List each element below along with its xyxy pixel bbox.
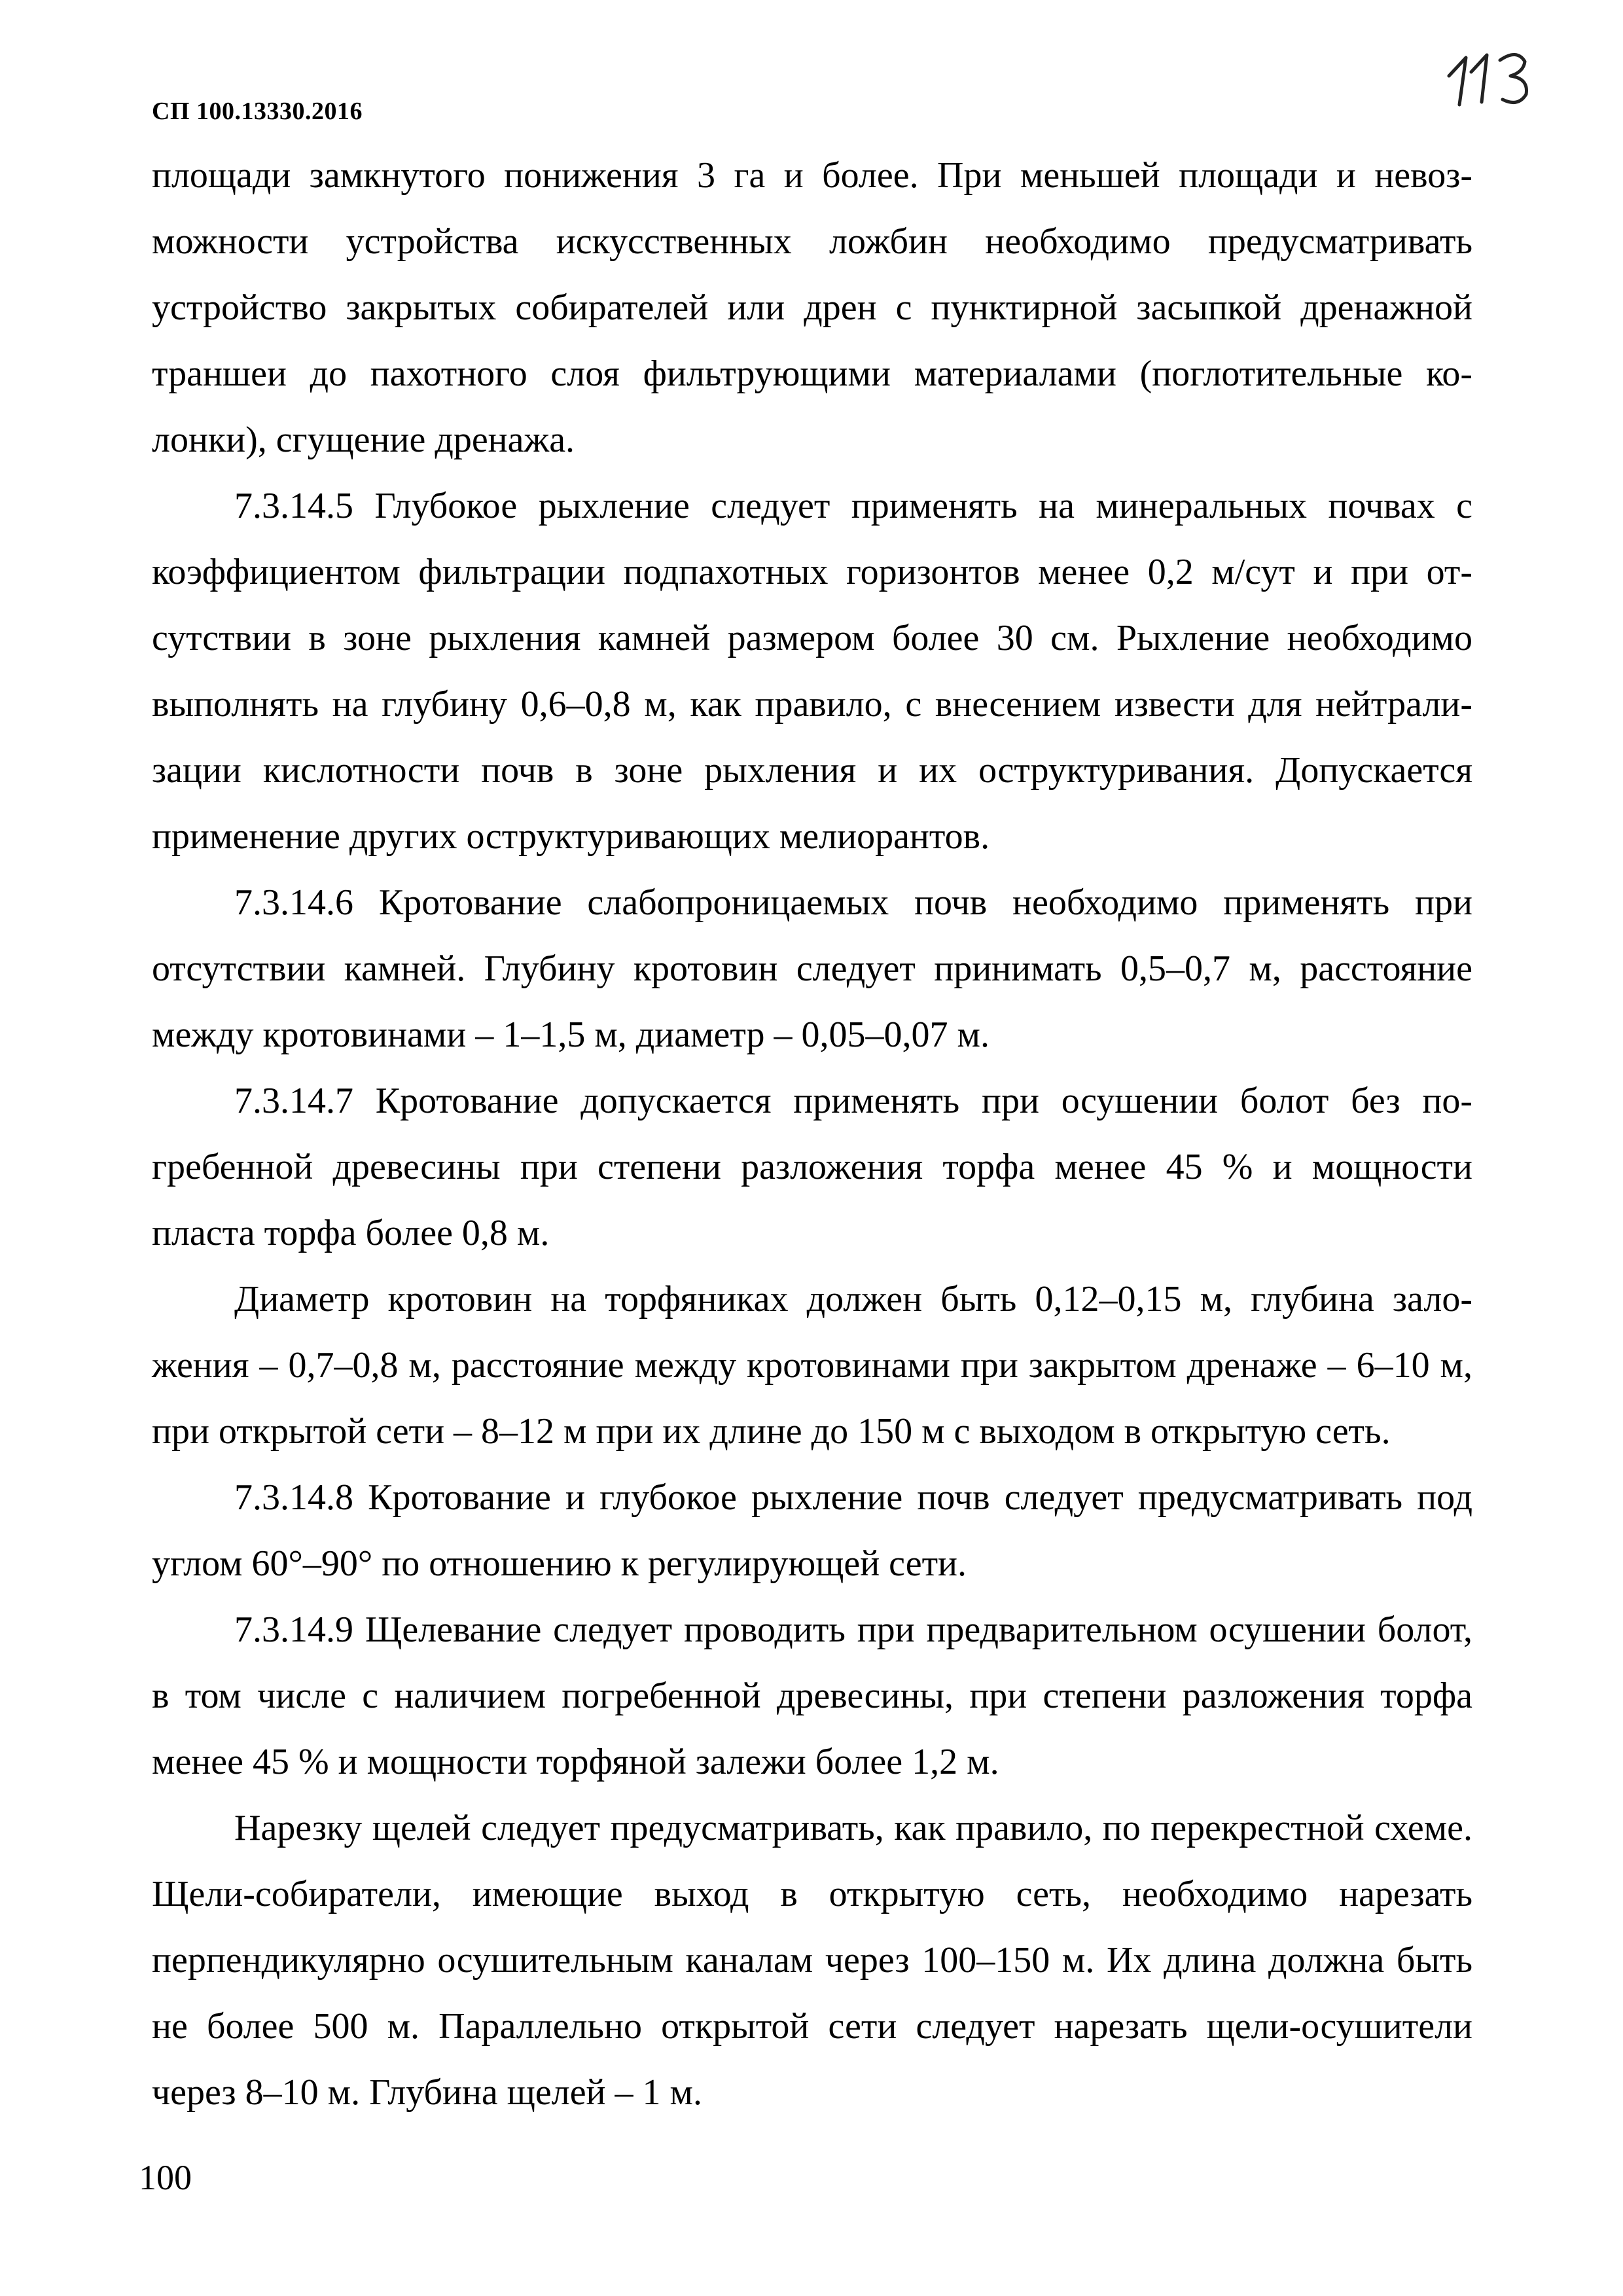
document-code: СП 100.13330.2016 xyxy=(152,98,363,125)
paragraph-7-3-14-6: 7.3.14.6 Кротование слабопроницаемых почв необходимо применять при отсутствии камней. Глубину кротовин следует принимать 0,5–0,7 м, расстояние между кротовинами – 1–1,5 м, диаметр – 0,05–0,07 м. xyxy=(152,882,1472,1055)
paragraph-7-3-14-7: 7.3.14.7 Кротование допускается применять при осушении болот без погребенной древесины при степени разложения торфа менее 45 % и мощности пласта торфа более 0,8 м. xyxy=(152,1081,1472,1253)
paragraph-7-3-14-5: 7.3.14.5 Глубокое рыхление следует применять на минеральных почвах с коэффициентом фильтрации подпахотных горизонтов менее 0,2 м/сут и при отсутствии в зоне рыхления камней размером более 30 см. Рыхление необходимо выполнять на глубину 0,6–0,8 м, как правило, с внесением извести для нейтрализации кислотности почв в зоне рыхления и их оструктуривания. Допускается применение других оструктуривающих мелиорантов. xyxy=(152,486,1472,857)
paragraph-7-3-14-8: 7.3.14.8 Кротование и глубокое рыхление почв следует предусматривать под углом 60°–90° по отношению к регулирующей сети. xyxy=(152,1477,1472,1584)
paragraph-7-3-14-9: 7.3.14.9 Щелевание следует проводить при предварительном осушении болот, в том числе с наличием погребенной древесины, при степени разложения торфа менее 45 % и мощности торфяной залежи более 1,2 м. xyxy=(152,1609,1472,1782)
document-body xyxy=(152,143,1472,2126)
paragraph-slit-cutting: Нарезку щелей следует предусматривать, как правило, по перекрестной схеме. Щели-собиратели, имеющие выход в открытую сеть, необходимо нарезать перпендикулярно осушительным каналам через 100–150 м. Их длина должна быть не более 500 м. Параллельно открытой сети следует нарезать щели-осушители через 8–10 м. Глубина щелей – 1 м. xyxy=(152,1808,1472,2113)
paragraph-mole-diameter: Диаметр кротовин на торфяниках должен быть 0,12–0,15 м, глубина заложения – 0,7–0,8 м, расстояние между кротовинами при закрытом дренаже – 6–10 м, при открытой сети – 8–12 м при их длине до 150 м с выходом в открытую сеть. xyxy=(152,1279,1472,1452)
paragraph-continuation: площади замкнутого понижения 3 га и более. При меньшей площади и невозможности устройства искусственных ложбин необходимо предусматривать устройство закрытых собирателей или дрен с пунктирной засыпкой дренажной траншеи до пахотного слоя фильтрующими материалами (поглотительные колонки), сгущение дренажа. xyxy=(152,155,1472,460)
handwritten-page-number xyxy=(1440,42,1538,114)
page-number: 100 xyxy=(139,2158,192,2197)
